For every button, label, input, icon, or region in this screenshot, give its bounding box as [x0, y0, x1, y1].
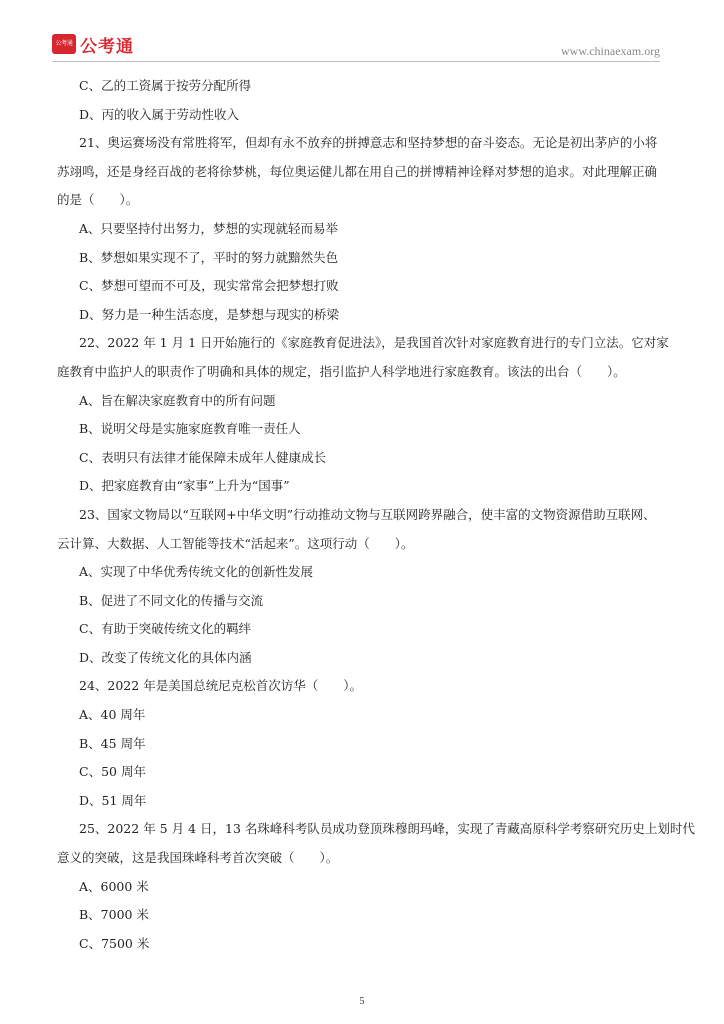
question-21-stem: 21、奥运赛场没有常胜将军，但却有永不放弃的拼搏意志和坚持梦想的奋斗姿态。无论是初出茅庐的小将 [79, 135, 658, 151]
question-24-option-d: D、51 周年 [79, 792, 147, 808]
logo [52, 33, 134, 55]
question-24-stem: 24、2022 年是美国总统尼克松首次访华（ ）。 [79, 678, 362, 694]
question-22-option-d: D、把家庭教育由“家事”上升为“国事” [79, 478, 290, 494]
question-21-stem: 苏翊鸣，还是身经百战的老将徐梦桃，每位奥运健儿都在用自己的拼博精神诠释对梦想的追求。对此理解正确 [57, 163, 658, 179]
question-25-option-b: B、7000 米 [79, 907, 149, 923]
question-content [57, 72, 695, 958]
question-23-stem: 云计算、大数据、人工智能等技术“活起来”。这项行动（ ）。 [57, 535, 414, 551]
question-24-option-b: B、45 周年 [79, 735, 146, 751]
question-22-stem: 22、2022 年 1 月 1 日开始施行的《家庭教育促进法》，是我国首次针对家庭教育进行的专门立法。它对家 [79, 335, 669, 351]
page-number: 5 [359, 996, 365, 1007]
logo-badge: 公考通 [52, 34, 76, 54]
question-23-stem: 23、国家文物局以“互联网+中华文明”行动推动文物与互联网跨界融合，使丰富的文物资源借助互联网、 [79, 506, 656, 522]
question-23-option-b: B、促进了不同文化的传播与交流 [79, 592, 264, 608]
question-25-stem: 25、2022 年 5 月 4 日，13 名珠峰科考队员成功登顶珠穆朗玛峰，实现了青藏高原科学考察研究历史上划时代 [79, 821, 695, 837]
option-line: C、乙的工资属于按劳分配所得 [79, 78, 252, 93]
question-25-option-c: C、7500 米 [79, 935, 150, 951]
question-21-option-b: B、梦想如果实现不了，平时的努力就黯然失色 [79, 249, 339, 265]
question-25-option-a: A、6000 米 [79, 878, 149, 894]
question-24-option-c: C、50 周年 [79, 764, 146, 780]
page-header [0, 0, 724, 64]
question-22-option-c: C、表明只有法律才能保障未成年人健康成长 [79, 449, 327, 465]
question-23-option-d: D、改变了传统文化的具体内涵 [79, 649, 252, 665]
site-url: www.chinaexam.org [561, 44, 660, 58]
question-25-stem: 意义的突破，这是我国珠峰科考首次突破（ ）。 [57, 850, 339, 866]
question-22-option-a: A、旨在解决家庭教育中的所有问题 [79, 392, 276, 408]
question-24-option-a: A、40 周年 [79, 707, 146, 723]
question-21-option-a: A、只要坚持付出努力，梦想的实现就轻而易举 [79, 220, 339, 236]
header-divider [52, 61, 660, 62]
question-21-stem: 的是（ ）。 [57, 192, 139, 208]
question-21-option-c: C、梦想可望而不可及，现实常常会把梦想打败 [79, 278, 339, 294]
option-line: D、丙的收入属于劳动性收入 [79, 106, 240, 122]
logo-text: 公考通 [80, 36, 134, 57]
question-22-option-b: B、说明父母是实施家庭教育唯一责任人 [79, 421, 301, 437]
question-23-option-c: C、有助于突破传统文化的羁绊 [79, 621, 252, 637]
question-21-option-d: D、努力是一种生活态度，是梦想与现实的桥梁 [79, 306, 340, 322]
question-22-stem: 庭教育中监护人的职责作了明确和具体的规定，指引监护人科学地进行家庭教育。该法的出台（ ）。 [57, 363, 626, 379]
question-23-option-a: A、实现了中华优秀传统文化的创新性发展 [79, 564, 314, 580]
